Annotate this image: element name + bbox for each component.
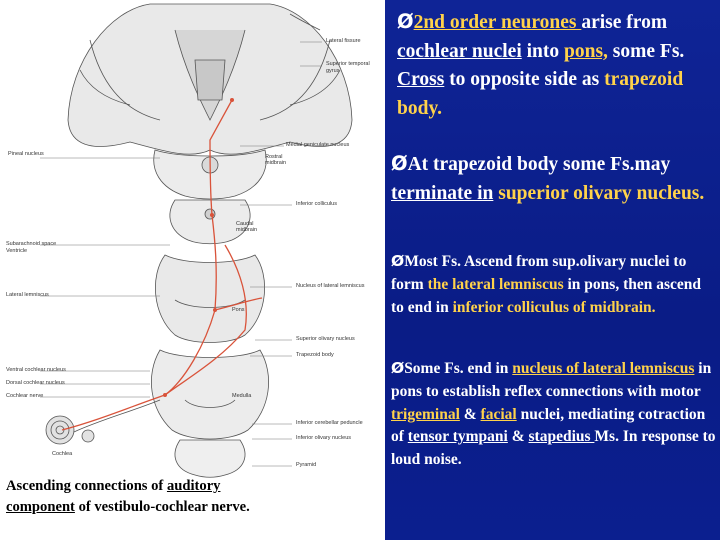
label-superior-olivary: Superior olivary nucleus	[296, 336, 355, 342]
b4-text-6: Ms. In response to loud noise.	[391, 428, 716, 469]
caption-text-2: of vestibulo-cochlear nerve.	[74, 499, 250, 515]
caption-text-1: Ascending connections of	[6, 478, 167, 494]
label-ventral-cochlear: Ventral cochlear nucleus	[6, 367, 66, 373]
b4-text-2: in pons to establish reflex connections with motor	[391, 360, 712, 400]
b4-text-5: &	[507, 428, 529, 446]
bullet-trapezoid-body	[391, 150, 716, 208]
b1-text-3: some Fs.	[607, 40, 685, 62]
b1-cross: Cross	[397, 69, 445, 90]
label-medial-geniculate: Medial geniculate nucleus	[286, 142, 350, 148]
b2-text-1: At trapezoid body some Fs.may	[407, 154, 671, 175]
b1-cochlear-nuclei: cochlear nuclei	[397, 40, 522, 62]
label-nucleus-lateral-lemniscus: Nucleus of lateral lemniscus	[296, 283, 365, 289]
b1-pons: pons,	[564, 40, 608, 62]
label-superior-temporal: Superior temporal	[326, 61, 370, 67]
label-cochlea: Cochlea	[52, 451, 73, 457]
b1-text-2: into	[521, 40, 565, 62]
label-lateral-fissure: Lateral fissure	[326, 38, 361, 44]
b3-text-1: Most Fs. Ascend from sup.olivary nuclei to form	[391, 253, 687, 293]
label-inferior-colliculus: Inferior colliculus	[296, 201, 337, 207]
b3-inferior-colliculus: inferior colliculus of midbrain.	[452, 298, 656, 316]
arrow-bullet-icon: Ø	[391, 252, 405, 270]
arrow-bullet-icon: Ø	[391, 152, 408, 175]
b1-second-order: 2nd order neurones	[413, 12, 582, 33]
label-trapezoid-body: Trapezoid body	[296, 352, 334, 358]
arrow-bullet-icon: Ø	[391, 359, 405, 377]
b4-tensor-tympani: tensor tympani	[407, 428, 508, 446]
caption-auditory: auditory	[166, 478, 221, 494]
label-medulla: Medulla	[232, 393, 252, 399]
label-rostral-midbrain: midbrain	[265, 160, 287, 166]
b4-text-3: &	[459, 405, 481, 423]
label-pyramid: Pyramid	[296, 462, 317, 468]
label-cochlear-nerve: Cochlear nerve	[6, 393, 44, 399]
b4-text-1: Some Fs. end in	[404, 360, 513, 377]
b4-nucleus-lateral-lemniscus: nucleus of lateral lemniscus	[512, 360, 695, 377]
b4-trigeminal: trigeminal	[391, 405, 460, 423]
b2-superior-olivary: superior olivary nucleus.	[493, 182, 705, 204]
arrow-bullet-icon: Ø	[397, 10, 414, 33]
b1-text-4: to opposite side as	[444, 69, 605, 90]
figure-caption	[6, 476, 351, 518]
label-inferior-cerebellar: Inferior cerebellar peduncle	[296, 420, 363, 426]
label-pons: Pons	[232, 307, 245, 313]
label-caudal: Caudal	[236, 221, 254, 227]
label-caudal-midbrain: midbrain	[236, 227, 258, 233]
label-subarachnoid: Subarachnoid space	[6, 241, 57, 247]
label-dorsal-cochlear: Dorsal cochlear nucleus	[6, 380, 65, 386]
b1-text-1: arise from	[581, 12, 668, 33]
b2-terminate-in: terminate in	[391, 182, 494, 204]
bullet-lateral-lemniscus	[391, 250, 716, 319]
b3-text-2: in pons, then ascend to end in	[391, 275, 702, 316]
b4-text-4: nuclei, mediating cotraction of	[391, 405, 706, 446]
bullet-second-order-neurones	[397, 8, 717, 123]
label-lateral-lemniscus: Lateral lemniscus	[6, 292, 49, 298]
b3-lateral-lemniscus: the lateral lemniscus	[427, 275, 564, 293]
label-pineal-nucleus: Pineal nucleus	[8, 151, 44, 157]
label-rostral: Rostral	[265, 154, 283, 160]
caption-component: component	[6, 499, 75, 515]
label-inferior-olivary: Inferior olivary nucleus	[296, 435, 352, 441]
bullet-nucleus-lateral-lemniscus	[391, 357, 716, 472]
label-ventricle: Ventricle	[6, 248, 28, 254]
b4-stapedius: stapedius	[528, 428, 595, 446]
b1-trapezoid-body: trapezoid body.	[397, 69, 684, 119]
label-superior-temporal-gyrus: gyrus	[326, 68, 340, 74]
b4-facial: facial	[480, 405, 517, 423]
